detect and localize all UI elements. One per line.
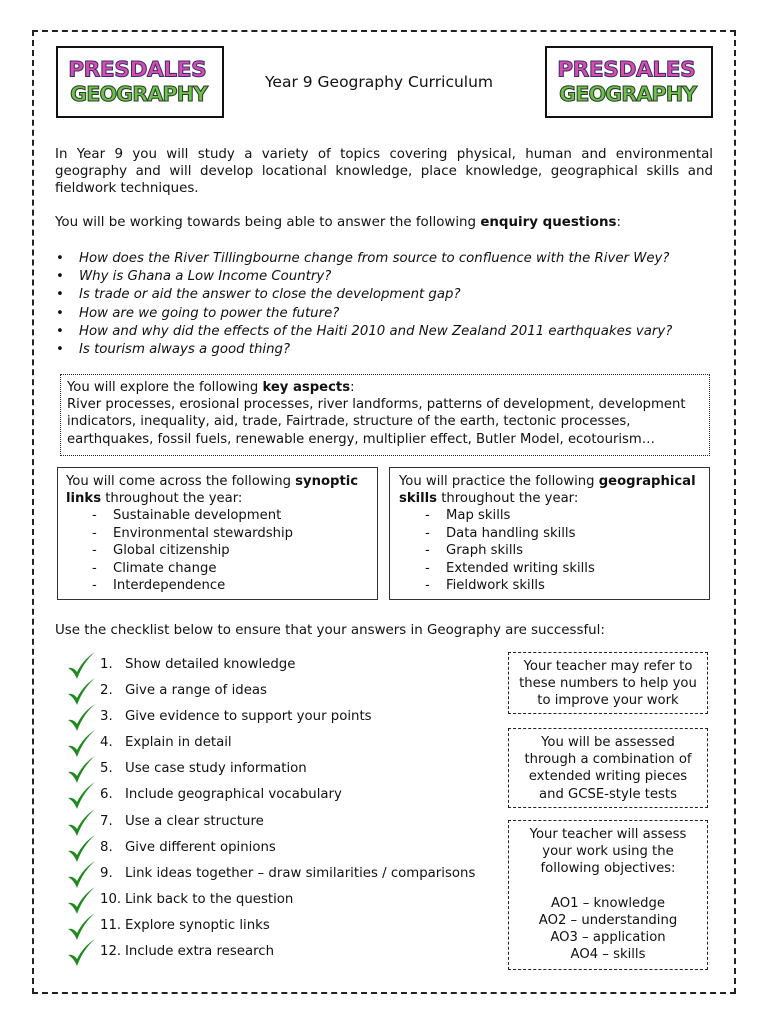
checklist-number: 4. [100,735,113,751]
key-aspects-line: indicators, inequality, aid, trade, Fairtrade, structure of the earth, tectonic processes, [67,414,631,430]
checklist-item [66,760,496,786]
checklist-text: Give different opinions [125,839,276,855]
checklist-number: 2. [100,683,113,699]
checklist-item [66,839,496,865]
synoptic-keyword-2: links [66,491,102,507]
green-check-icon [66,938,96,968]
synoptic-link-item: - Climate change [66,560,369,578]
key-aspects-line: River processes, erosional processes, river landforms, patterns of development, development [67,397,686,413]
note-line: and GCSE-style tests [539,786,677,802]
logo-bottom-word: GEOGRAPHY [70,81,208,106]
objective-ao3: AO3 – application [550,930,666,946]
checklist-number: 5. [100,761,113,777]
synoptic-link-item: - Global citizenship [66,542,369,560]
checklist-text: Show detailed knowledge [125,657,296,672]
checklist-text: Explain in detail [125,735,232,751]
synoptic-link-item: - Interdependence [66,577,369,595]
checklist-item [66,656,496,682]
presdales-geography-logo-left [56,46,224,118]
note-spacer [513,878,703,895]
logo-top-word: PRESDALES [68,57,207,83]
skills-list [399,507,701,595]
presdales-geography-logo-right [545,46,713,118]
logo-graphic [547,48,711,116]
enquiry-question: • Is trade or aid the answer to close the development gap? [56,286,716,304]
enquiry-question: • How and why did the effects of the Haiti 2010 and New Zealand 2011 earthquakes vary? [56,323,716,341]
checklist-text: Give a range of ideas [125,683,267,699]
checklist-number: 6. [100,787,113,803]
synoptic-heading [66,473,369,507]
logo-bottom-word: GEOGRAPHY [559,81,697,106]
checklist-text: Give evidence to support your points [125,709,372,725]
synoptic-link-item: - Sustainable development [66,507,369,525]
skills-keyword-2: skills [399,491,438,507]
checklist-text: Include geographical vocabulary [125,787,342,803]
key-aspects-lead: You will explore the following [67,380,263,395]
intro-paragraph: In Year 9 you will study a variety of topics covering physical, human and environmental geography and will develop locational knowledge, place knowledge, geographical skills and fieldwork techniques. [55,147,713,196]
note-line: through a combination of [524,752,692,768]
checklist-number: 3. [100,709,113,725]
checklist-text: Explore synoptic links [125,917,270,933]
synoptic-lead: You will come across the following [66,474,296,489]
checklist-item [66,813,496,839]
objective-ao1: AO1 – knowledge [550,895,666,911]
checklist-item [66,943,496,969]
checklist-number: 8. [100,839,113,855]
skill-item: - Graph skills [399,542,701,560]
skill-item: - Data handling skills [399,525,701,543]
checklist-item [66,682,496,708]
checklist-number: 7. [100,813,113,829]
checklist-text: Include extra research [125,944,275,960]
skill-item: - Fieldwork skills [399,577,701,595]
enquiry-intro [55,214,715,231]
synoptic-link-item: - Environmental stewardship [66,525,369,543]
enquiry-keyword: enquiry questions [480,215,617,230]
checklist-number: 1. [100,657,113,672]
note-line: your work using the [542,844,674,860]
enquiry-question: • Is tourism always a good thing? [56,341,716,359]
note-line: following objectives: [540,861,676,877]
objectives-note [508,820,708,970]
checklist-text: Link back to the question [125,891,294,907]
note-line: Your teacher may refer to [523,659,693,674]
synoptic-keyword-1: synoptic [295,474,359,489]
synoptic-links-list [66,507,369,595]
checklist-text: Use a clear structure [125,813,264,829]
enquiry-question: • How are we going to power the future? [56,305,716,323]
checklist-number: 11. [100,917,122,933]
teacher-numbers-note [508,652,708,714]
key-aspects-colon: : [350,380,355,395]
checklist-item [66,708,496,734]
checklist-text: Use case study information [125,761,307,777]
skill-item: - Map skills [399,507,701,525]
checklist-item [66,891,496,917]
synoptic-links-box [57,467,378,600]
note-line: these numbers to help you [519,676,697,692]
objective-ao2: AO2 – understanding [538,912,678,928]
checklist-item [66,865,496,891]
checklist-item [66,734,496,760]
key-aspects-box [60,374,710,456]
logo-graphic [58,48,222,116]
key-aspects-line: earthquakes, fossil fuels, renewable energy, multiplier effect, Butler Model, ecotourism… [67,431,655,447]
objective-ao4: AO4 – skills [570,947,646,963]
geographical-skills-box [389,467,710,600]
checklist-number: 10. [100,891,122,907]
checklist-text: Link ideas together – draw similarities / comparisons [125,865,476,881]
note-line: extended writing pieces [528,769,688,785]
enquiry-intro-lead: You will be working towards being able to answer the following [55,215,481,230]
key-aspects-heading [67,379,703,396]
skills-tail: throughout the year: [437,491,579,507]
key-aspects-keyword: key aspects [262,380,351,395]
assessment-note [508,728,708,808]
checklist-item [66,917,496,943]
skills-heading [399,473,701,507]
skills-lead: You will practice the following [399,474,599,489]
enquiry-question: • Why is Ghana a Low Income Country? [56,268,716,286]
note-line: to improve your work [537,693,679,709]
enquiry-colon: : [616,215,622,230]
page-title: Year 9 Geography Curriculum [265,73,494,91]
logo-top-word: PRESDALES [557,57,696,83]
enquiry-questions-list [56,250,716,359]
skills-keyword-1: geographical [598,474,696,489]
checklist-intro: Use the checklist below to ensure that your answers in Geography are successful: [55,623,605,638]
checklist-number: 9. [100,865,113,881]
enquiry-question: • How does the River Tillingbourne change from source to confluence with the River Wey? [56,250,716,268]
skill-item: - Extended writing skills [399,560,701,578]
note-line: Your teacher will assess [529,827,687,842]
checklist-item [66,786,496,812]
note-line: You will be assessed [541,735,675,750]
synoptic-tail: throughout the year: [101,491,243,507]
checklist-number: 12. [100,944,122,960]
checklist [66,656,496,969]
